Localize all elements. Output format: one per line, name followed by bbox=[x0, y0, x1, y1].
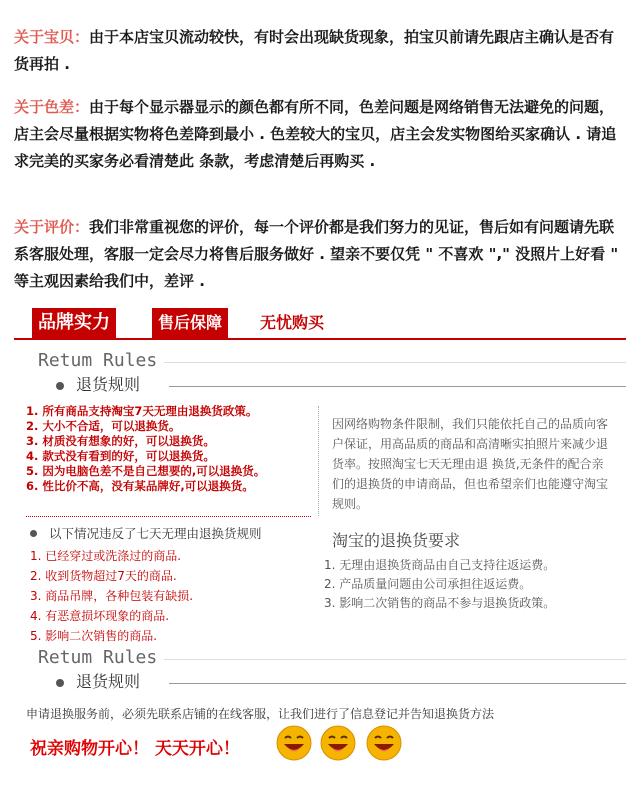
smiley-face-icon bbox=[366, 725, 402, 761]
divider bbox=[169, 386, 626, 387]
list-item: 2. 收到货物超过7天的商品. bbox=[30, 569, 177, 583]
violation-heading bbox=[30, 524, 262, 542]
list-item: 1. 已经穿过或洗涤过的商品. bbox=[30, 549, 182, 563]
policy-paragraph: 因网络购物条件限制，我们只能依托自己的品质向客户保证，用高品质的商品和高清晰实拍照片来减少退货率。按照淘宝七天无理由退 换货,无条件的配合亲们的退换货的申请商品，但也希望亲们也能遵守淘宝规则。 bbox=[332, 417, 609, 511]
tab-bar bbox=[14, 308, 626, 340]
divider bbox=[169, 683, 626, 684]
section-english-title: Retum Rules bbox=[38, 647, 158, 668]
divider bbox=[164, 362, 626, 363]
section-english-title: Retum Rules bbox=[38, 350, 158, 371]
blessing-text: 祝亲购物开心！ 天天开心！ bbox=[30, 739, 240, 759]
list-item: 2. 大小不合适，可以退换货。 bbox=[26, 419, 181, 433]
notice-text: 由于本店宝贝流动较快，有时会出现缺货现象，拍宝贝前请先跟店主确认是否有货再拍 . bbox=[14, 28, 615, 73]
violation-list bbox=[30, 546, 193, 646]
list-item: 6. 性比价不高，没有某品牌好,可以退换货。 bbox=[26, 479, 254, 493]
list-item: 4. 有恶意损坏现象的商品. bbox=[30, 609, 170, 623]
divider bbox=[318, 406, 319, 516]
divider bbox=[26, 516, 311, 517]
notice-color bbox=[14, 94, 626, 175]
smiley-face-icon bbox=[276, 725, 312, 761]
tab-brand-strength[interactable]: 品牌实力 bbox=[32, 308, 116, 338]
list-item: 3. 商品吊牌，各种包装有缺损. bbox=[30, 589, 194, 603]
list-item: 1. 无理由退换货商品由自己支持往返运费。 bbox=[324, 558, 556, 572]
notice-text: 我们非常重视您的评价，每一个评价都是我们努力的见证，售后如有问题请先联系客服处理，客服一定会尽力将售后服务做好 . 望亲不要仅凭 " 不喜欢 "," 没照片上好看 " 等主观因素给我们中，差评 . bbox=[14, 218, 619, 290]
tab-worry-free[interactable]: 无忧购买 bbox=[254, 308, 330, 338]
list-item: 3. 影响二次销售的商品不参与退换货政策。 bbox=[324, 596, 556, 610]
notice-label: 关于宝贝： bbox=[14, 28, 90, 46]
list-item: 4. 款式没有看到的好，可以退换货。 bbox=[26, 449, 215, 463]
list-item: 5. 影响二次销售的商品. bbox=[30, 629, 158, 643]
tab-after-sales[interactable]: 售后保障 bbox=[152, 308, 228, 338]
list-item: 2. 产品质量问题由公司承担往返运费。 bbox=[324, 577, 532, 591]
notice-review bbox=[14, 214, 626, 295]
contact-note: 申请退换服务前，必须先联系店铺的在线客服，让我们进行了信息登记并告知退换货方法 bbox=[26, 707, 495, 721]
return-rules-list bbox=[26, 404, 265, 494]
list-item: 5. 因为电脑色差不是自己想要的,可以退换货。 bbox=[26, 464, 266, 478]
divider bbox=[164, 659, 626, 660]
bullet-icon bbox=[30, 530, 37, 537]
notice-label: 关于色差： bbox=[14, 98, 90, 116]
notice-label: 关于评价： bbox=[14, 218, 90, 236]
section-title: 退货规则 bbox=[76, 375, 141, 394]
list-item: 1. 所有商品支持淘宝7天无理由退换货政策。 bbox=[26, 404, 258, 418]
violation-heading-text: 以下情况违反了七天无理由退换货规则 bbox=[49, 526, 262, 541]
smiley-face-icon bbox=[320, 725, 356, 761]
notice-product bbox=[14, 24, 626, 78]
section-title: 退货规则 bbox=[76, 672, 141, 691]
bullet-icon bbox=[56, 382, 64, 390]
exchange-title: 淘宝的退换货要求 bbox=[332, 531, 461, 550]
notice-text: 由于每个显示器显示的颜色都有所不同，色差问题是网络销售无法避免的问题，店主会尽量根据实物将色差降到最小 . 色差较大的宝贝，店主会发实物图给买家确认 . 请追求完美的买家务必看清楚此 条款，考虑清楚后再购买 . bbox=[14, 98, 617, 170]
list-item: 3. 材质没有想象的好，可以退换货。 bbox=[26, 434, 215, 448]
exchange-list bbox=[324, 556, 555, 613]
bullet-icon bbox=[56, 679, 64, 687]
